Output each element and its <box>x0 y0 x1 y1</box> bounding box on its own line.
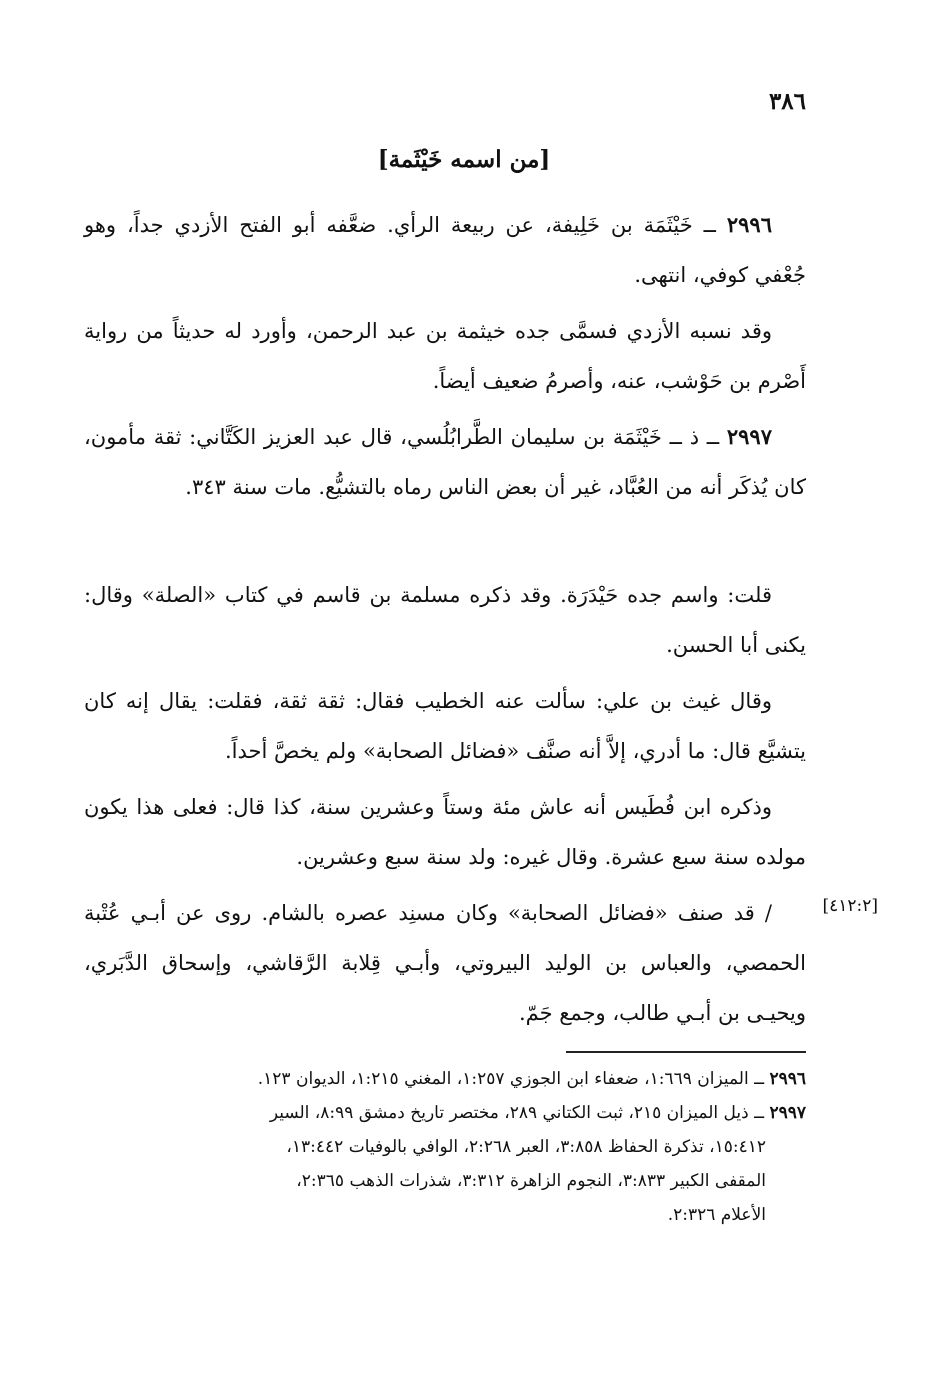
entry-paragraph: وقال غيث بن علي: سألت عنه الخطيب فقال: ثقة ثقة، فقلت: يقال إنه كان يتشيَّع قال: ما أدري، إلاَّ أنه صنَّف «فضائل الصحابة» ولم يخصَّ أحداً. <box>84 689 806 763</box>
entry-number: ٢٩٩٧ <box>726 424 772 449</box>
entry-paragraph: / قد صنف «فضائل الصحابة» وكان مسنِد عصره بالشام. روى عن أبـي عُتْبة الحمصي، والعباس بن الوليد البيروتي، وأبـي قِلابة الرَّقاشي، وإسحاق الدَّبَري، ويحيـى بن أبـي طالب، وجمع جَمّ. <box>84 901 806 1025</box>
entry-2996 <box>84 200 806 300</box>
footnote-divider <box>566 1051 806 1053</box>
entry-2996-note <box>84 306 806 406</box>
entry-paragraph: قلت: واسم جده حَيْدَرَة. وقد ذكره مسلمة بن قاسم في كتاب «الصلة» وقال: يكنى أبا الحسن. <box>84 583 806 657</box>
margin-reference: [٤١٢:٢] <box>822 896 878 916</box>
footnote-number: ٢٩٩٧ <box>769 1103 806 1123</box>
footnote-2997-line-4: الأعلام ٢:٣٢٦. <box>667 1205 766 1225</box>
entry-2997 <box>84 412 806 512</box>
footnote-number: ٢٩٩٦ <box>769 1069 806 1089</box>
entry-paragraph <box>84 412 806 512</box>
footnotes <box>84 1062 806 1232</box>
entry-2997-note-2 <box>84 676 806 776</box>
entry-paragraph: وذكره ابن فُطَيس أنه عاش مئة وستاً وعشرين سنة، كذا قال: فعلى هذا يكون مولده سنة سبع عشرة. وقال غيره: ولد سنة سبع وعشرين. <box>84 795 806 869</box>
footnote-2996 <box>84 1062 806 1096</box>
footnote-text: ــ الميزان ١:٦٦٩، ضعفاء ابن الجوزي ١:٢٥٧، المغني ١:٢١٥، الديوان ١٢٣. <box>257 1069 770 1089</box>
footnote-2997-line-3: المقفى الكبير ٣:٨٣٣، النجوم الزاهرة ٣:٣١٢، شذرات الذهب ٢:٣٦٥، <box>296 1171 766 1191</box>
footnote-2997 <box>84 1096 806 1130</box>
footnote-2997-line-2: ١٥:٤١٢، تذكرة الحفاظ ٣:٨٥٨، العبر ٢:٢٦٨، الوافي بالوفيات ١٣:٤٤٢، <box>286 1137 766 1157</box>
section-title: [من اسمه خَيْثَمة] <box>377 146 551 173</box>
entry-paragraph <box>84 200 806 300</box>
entry-2997-note-3 <box>84 782 806 882</box>
entry-paragraph: وقد نسبه الأزدي فسمَّى جده خيثمة بن عبد الرحمن، وأورد له حديثاً من رواية أَصْرم بن حَوْشب، عنه، وأصرمُ ضعيف أيضاً. <box>84 319 806 393</box>
entry-number: ٢٩٩٦ <box>726 212 772 237</box>
footnote-text: ــ ذيل الميزان ٢١٥، ثبت الكتاني ٢٨٩، مختصر تاريخ دمشق ٨:٩٩، السير <box>269 1103 770 1123</box>
entry-text: ــ ذ ــ خَيْثَمَة بن سليمان الطَّرابُلُسي، قال عبد العزيز الكَتَّاني: ثقة مأمون، كان يُذكَر أنه من العُبَّاد، غير أن بعض الناس رماه بالتشيُّع. مات سنة ٣٤٣. <box>84 425 806 499</box>
entry-2997-note-4 <box>84 888 806 1038</box>
page-number: ٣٨٦ <box>768 88 806 115</box>
entry-text: ــ خَيْثَمَة بن خَلِيفة، عن ربيعة الرأي. ضعَّفه أبو الفتح الأزدي جداً، وهو جُعْفي كوفي، انتهى. <box>84 213 806 287</box>
entry-2997-note-1 <box>84 570 806 670</box>
